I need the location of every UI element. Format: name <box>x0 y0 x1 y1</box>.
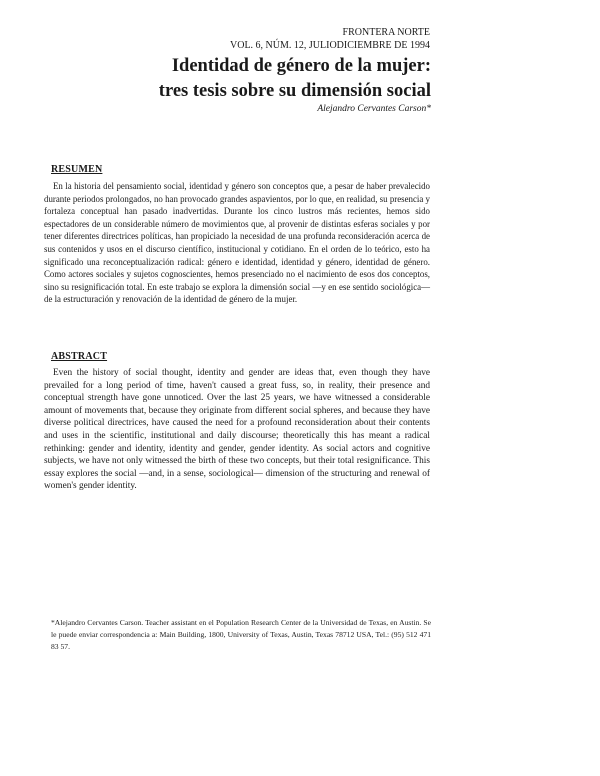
abstract-section <box>44 351 430 493</box>
resumen-section <box>44 164 430 306</box>
title-line-1: Identidad de género de la mujer: <box>171 56 431 76</box>
abstract-body: Even the history of social thought, identity and gender are ideas that, even though they have prevailed for a long period of time, haven't caused a great fuss, so, in reality, their presence and conceptual strength have gone unnoticed. Over the last 25 years, we have witnessed a considerable amount of movements that, because they originate from different social spheres, and because they have diverse political directrices, have caused the need for a profound reconsideration about their contents and uses in the scientific, institutional and daily discourse; theoretically this has meant a radical rethinking: gender and identity, identity and gender, gender identity. As social actors and cognitive subjects, we have not only witnessed the birth of these two concepts, but their total resignificance. This essay explores the social —and, in a sense, sociological— dimension of the structuring and renewal of women's gender identity. <box>44 368 430 492</box>
running-header <box>230 26 430 52</box>
abstract-heading: ABSTRACT <box>51 351 108 362</box>
issue-line: VOL. 6, NÚM. 12, JULIODICIEMBRE DE 1994 <box>230 40 430 51</box>
author-name: Alejandro Cervantes Carson* <box>317 104 431 114</box>
resumen-body: En la historia del pensamiento social, identidad y género son conceptos que, a pesar de haber prevalecido durante periodos prolongados, no han provocado grandes aspavientos, por lo que, en realidad, su presencia y fortaleza conceptual han pasado inadvertidas. Durante los cinco lustros más recientes, hemos sido espectadores de un considerable número de movimientos que, al provenir de distintas esferas sociales y por tener diferentes directrices políticas, han propiciado la necesidad de una profunda reconsideración acerca de sus contenidos y usos en el discurso científico, institucional y cotidiano. En el orden de lo teórico, esto ha significado una reconceptualización radical: género e identidad, identidad y género, identidad de género. Como actores sociales y sujetos cognoscientes, hemos presenciado no el nacimiento de esos dos conceptos, sino su resignificación total. En este trabajo se explora la dimensión social —y en ese sentido sociológica— de la estructuración y renovación de la identidad de género de la mujer. <box>44 181 430 305</box>
author-footnote: *Alejandro Cervantes Carson. Teacher assistant en el Population Research Center de la Universidad de Texas, en Austin. Se le puede enviar correspondencia a: Main Building, 1800, University of Texas, Austin, Texas 78712 USA, Tel.: (95) 512 471 83 57. <box>51 618 431 651</box>
article-title <box>159 54 431 104</box>
title-line-2: tres tesis sobre su dimensión social <box>158 81 431 101</box>
resumen-heading: RESUMEN <box>51 164 103 175</box>
journal-name: FRONTERA NORTE <box>342 27 430 38</box>
